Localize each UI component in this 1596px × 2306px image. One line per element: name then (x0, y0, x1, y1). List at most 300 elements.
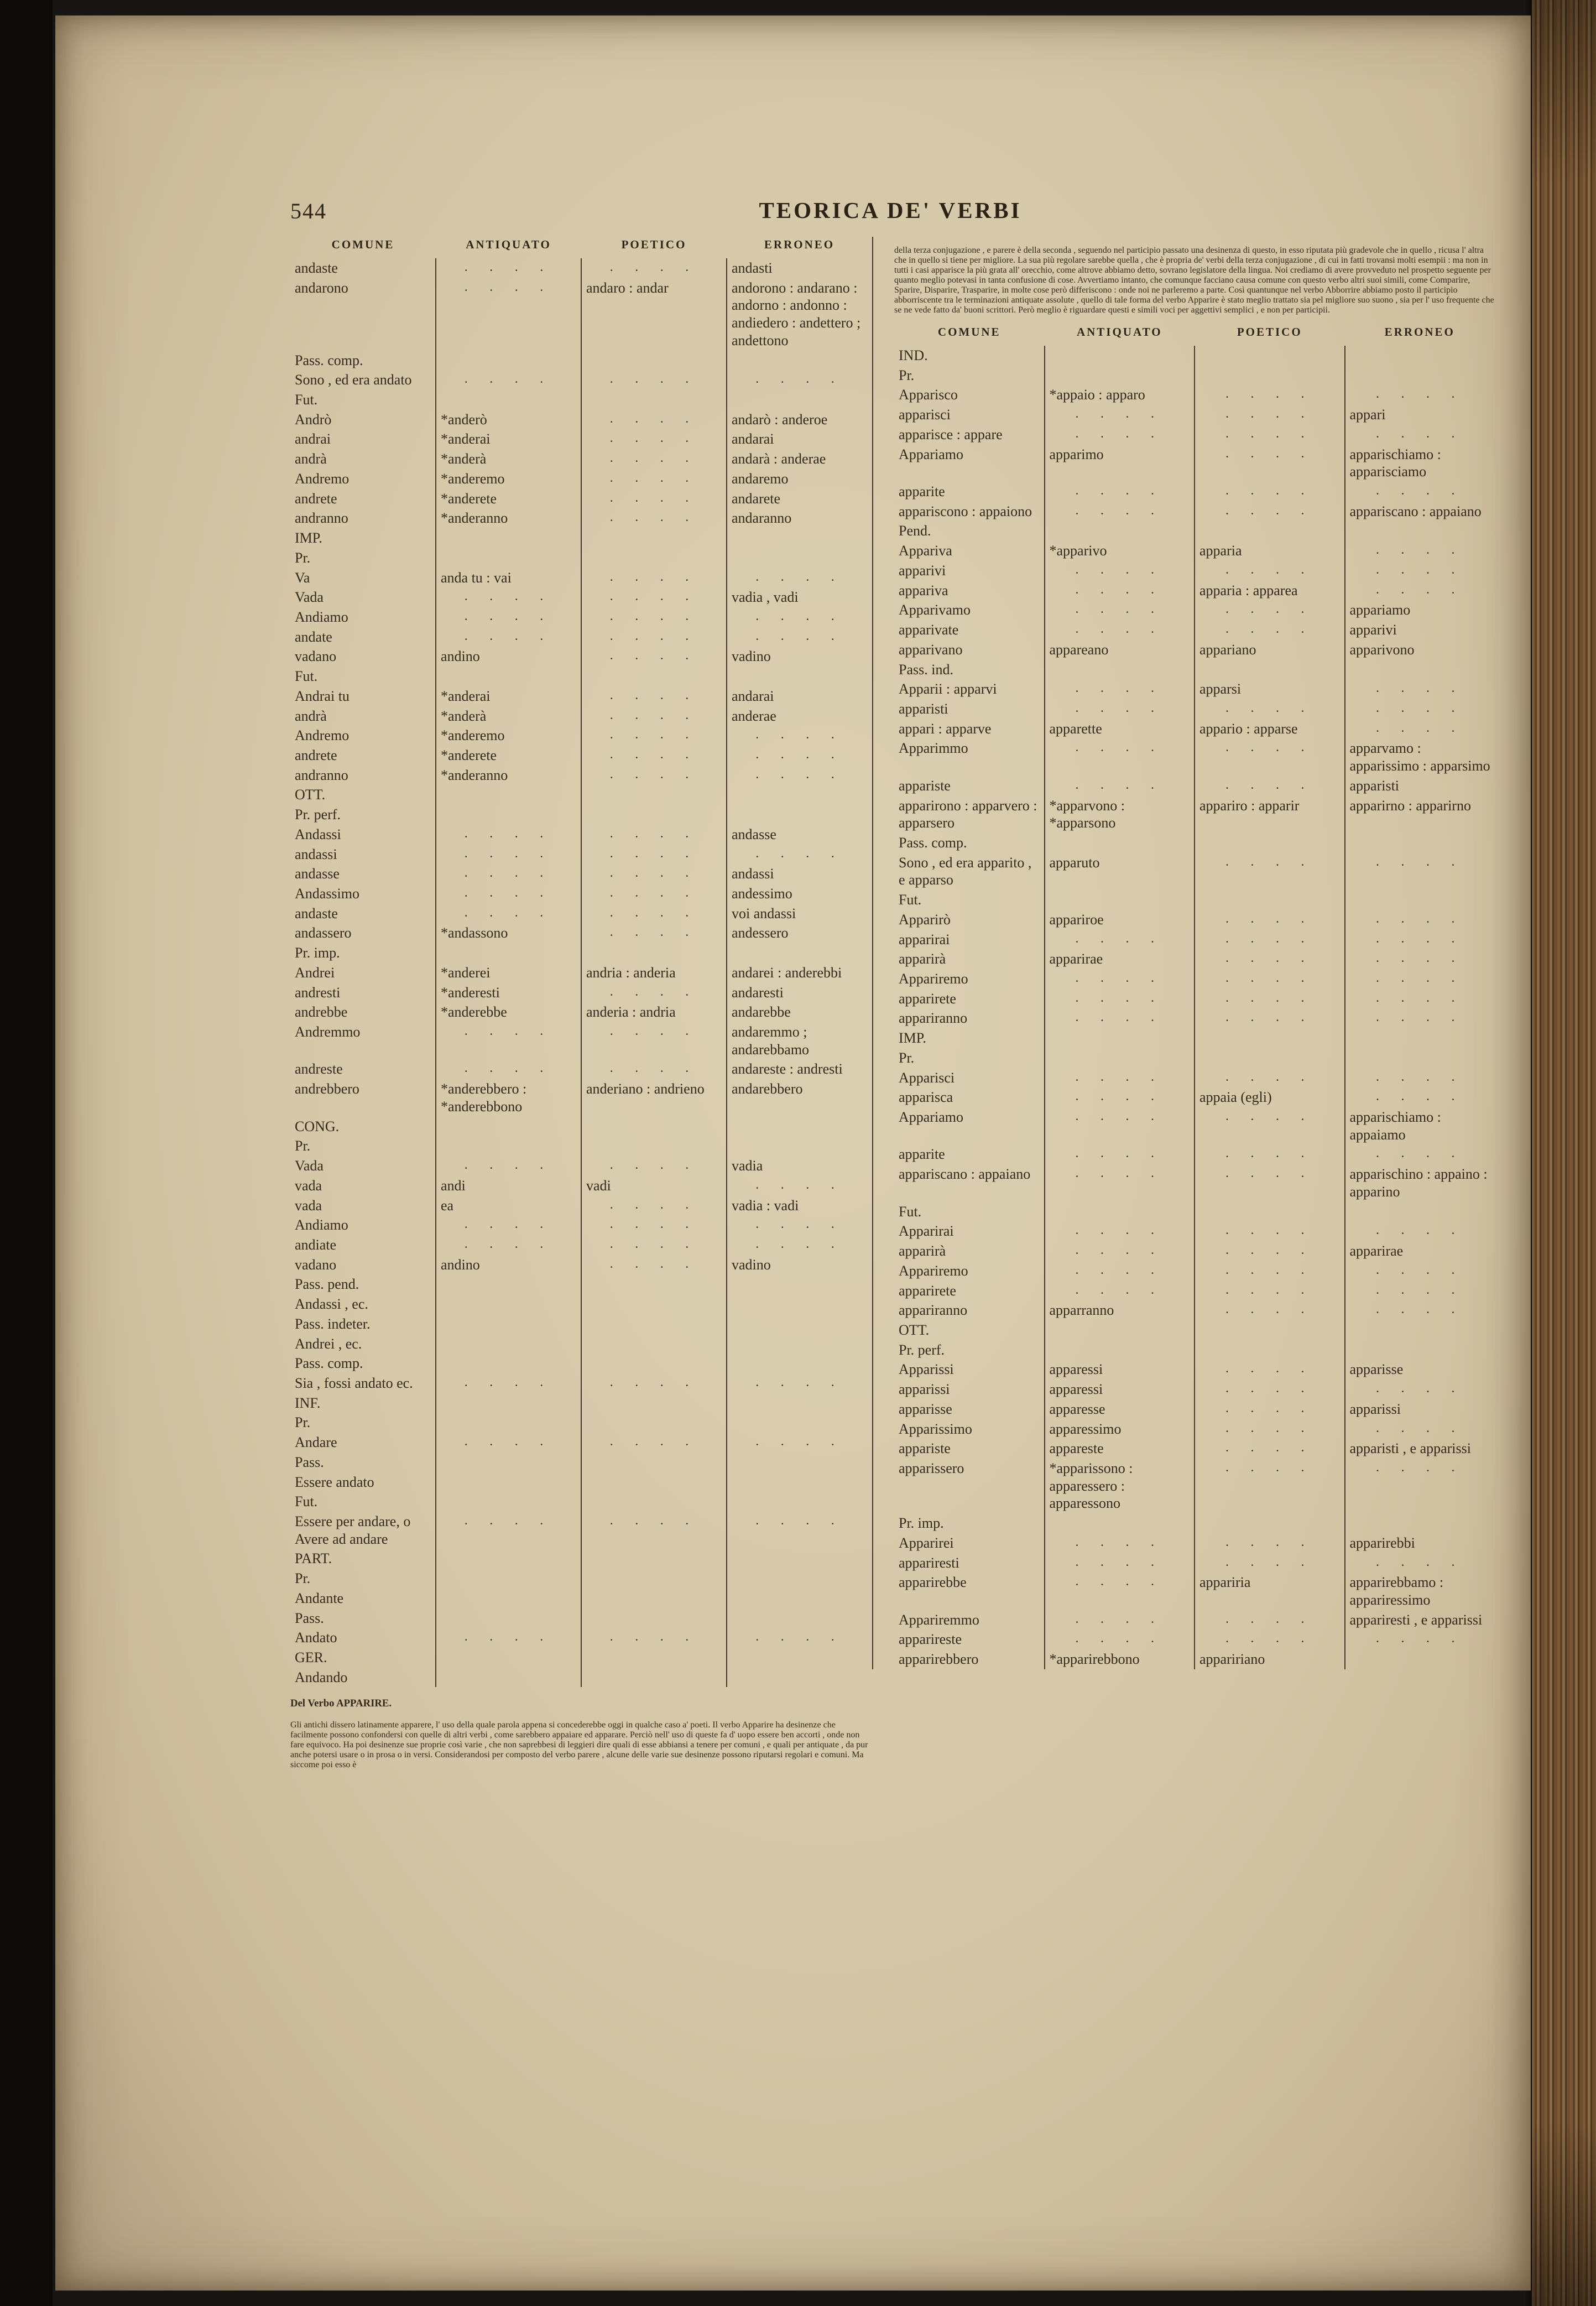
empty-dots-cell: . . . . (581, 983, 727, 1003)
section-row (290, 528, 872, 548)
empty-dots-cell: . . . . (1195, 561, 1345, 581)
empty-cell (727, 1492, 872, 1512)
empty-dots-cell: . . . . (1345, 699, 1495, 719)
empty-dots-cell: . . . . (1045, 1573, 1195, 1610)
table-row (290, 568, 872, 588)
empty-cell (581, 785, 727, 805)
table-row (894, 1107, 1495, 1144)
verb-cell: appareano (1045, 640, 1195, 660)
empty-dots-cell: . . . . (1045, 581, 1195, 601)
section-label: Pass. indeter. (295, 1315, 371, 1332)
table-row (290, 1002, 872, 1022)
empty-dots-cell: . . . . (1345, 561, 1495, 581)
empty-cell (1045, 890, 1195, 910)
empty-cell (1345, 1340, 1495, 1360)
table-row (290, 1215, 872, 1235)
empty-dots-cell: . . . . (436, 587, 581, 607)
verb-cell: apparirae (1045, 949, 1195, 969)
section-label: IND. (899, 347, 928, 363)
section-label: Fut. (295, 392, 318, 408)
conjugation-table (894, 324, 1495, 1669)
empty-dots-cell: . . . . (1345, 1068, 1495, 1088)
empty-dots-cell: . . . . (1345, 1008, 1495, 1028)
verb-cell: Appariremmo (899, 1611, 979, 1628)
empty-cell (436, 528, 581, 548)
empty-dots-cell: . . . . (1195, 1107, 1345, 1144)
empty-cell (581, 1314, 727, 1334)
empty-dots-cell: . . . . (1045, 1068, 1195, 1088)
empty-dots-cell: . . . . (436, 1628, 581, 1648)
table-row (894, 445, 1495, 482)
empty-dots-cell: . . . . (1045, 1107, 1195, 1144)
section-row (290, 1314, 872, 1334)
section-row (290, 1453, 872, 1472)
section-row (894, 1048, 1495, 1068)
verb-cell: *anderanno (436, 508, 581, 528)
empty-cell (581, 1136, 727, 1156)
table-row (290, 1255, 872, 1275)
empty-cell (727, 1609, 872, 1628)
verb-cell: andaranno (727, 508, 872, 528)
empty-cell (727, 1354, 872, 1373)
verb-cell: andareste : andresti (727, 1059, 872, 1079)
right-table-host (894, 324, 1495, 1669)
table-row (290, 410, 872, 430)
verb-cell: andrete (295, 490, 337, 507)
section-label: GER. (295, 1649, 327, 1666)
empty-dots-cell: . . . . (727, 1176, 872, 1196)
empty-cell (436, 1569, 581, 1589)
empty-cell (1195, 833, 1345, 853)
verb-cell: andarai (727, 686, 872, 706)
verb-cell: andresti (295, 984, 341, 1001)
section-row (894, 890, 1495, 910)
verb-cell: apparuto (1045, 853, 1195, 890)
column-header: POETICO (1237, 325, 1302, 339)
section-row (290, 548, 872, 568)
verb-cell: Appariamo (899, 446, 963, 462)
empty-dots-cell: . . . . (1045, 1164, 1195, 1201)
verb-cell: andaremo (727, 469, 872, 489)
empty-dots-cell: . . . . (1045, 1553, 1195, 1573)
verb-cell: apparischiamo : apparisciamo (1345, 445, 1495, 482)
empty-dots-cell: . . . . (581, 410, 727, 430)
section-label: IMP. (295, 530, 322, 546)
section-row (290, 1354, 872, 1373)
verb-cell: vada (295, 1197, 322, 1214)
verb-cell: Andrai tu (295, 688, 350, 704)
table-header-row (894, 324, 1495, 346)
empty-cell (581, 1569, 727, 1589)
table-row (894, 1610, 1495, 1630)
empty-dots-cell: . . . . (581, 884, 727, 904)
empty-cell (1045, 1513, 1195, 1533)
empty-dots-cell: . . . . (581, 587, 727, 607)
verb-cell: andaresti (727, 983, 872, 1003)
empty-dots-cell: . . . . (727, 1628, 872, 1648)
verb-cell: appariria (1195, 1573, 1345, 1610)
empty-dots-cell: . . . . (1045, 1008, 1195, 1028)
table-row (290, 746, 872, 766)
empty-cell (1045, 1202, 1195, 1222)
table-row (894, 1439, 1495, 1459)
empty-dots-cell: . . . . (1045, 405, 1195, 425)
empty-dots-cell: . . . . (1045, 1630, 1195, 1649)
conjugation-table (290, 237, 872, 1687)
section-row (290, 1117, 872, 1137)
verb-cell: Andassi , ec. (295, 1296, 368, 1313)
table-row (290, 1472, 872, 1492)
column-header: ANTIQUATO (1076, 325, 1162, 339)
verb-cell: andaremmo ; andarebbamo (727, 1022, 872, 1059)
empty-dots-cell: . . . . (1195, 502, 1345, 522)
section-label: CONG. (295, 1118, 340, 1134)
empty-cell (436, 1136, 581, 1156)
empty-dots-cell: . . . . (436, 825, 581, 845)
column-header: ERRONEO (764, 238, 835, 251)
empty-dots-cell: . . . . (1195, 385, 1345, 405)
verb-cell: andorono : andarano : andorno : andonno : andiedero : andettero ; andettono (727, 278, 872, 351)
empty-cell (436, 548, 581, 568)
empty-dots-cell: . . . . (1345, 541, 1495, 561)
empty-cell (436, 1274, 581, 1294)
section-label: Pass. (295, 1610, 324, 1626)
section-label: OTT. (899, 1321, 930, 1338)
section-label: Pend. (899, 523, 931, 539)
empty-dots-cell: . . . . (581, 508, 727, 528)
verb-cell: vadia , vadi (727, 587, 872, 607)
verb-cell: apparirete (899, 990, 956, 1007)
verb-cell: apparimo (1045, 445, 1195, 482)
empty-cell (727, 1648, 872, 1668)
empty-cell (581, 1492, 727, 1512)
section-row (894, 346, 1495, 366)
empty-dots-cell: . . . . (1345, 1261, 1495, 1281)
table-row (894, 1630, 1495, 1649)
empty-cell (581, 1609, 727, 1628)
verb-cell: andarà : anderae (727, 449, 872, 469)
verb-cell: apparisse (1345, 1360, 1495, 1380)
section-label: OTT. (295, 787, 326, 803)
empty-dots-cell: . . . . (581, 1022, 727, 1059)
empty-cell (581, 548, 727, 568)
table-row (290, 1196, 872, 1216)
verb-cell: apparesse (1045, 1399, 1195, 1419)
empty-cell (1195, 1202, 1345, 1222)
table-row (290, 627, 872, 647)
verb-cell: apparisti (1345, 776, 1495, 796)
column-header: COMUNE (331, 238, 395, 251)
empty-dots-cell: . . . . (1345, 1281, 1495, 1301)
empty-dots-cell: . . . . (436, 278, 581, 351)
verb-cell: apparivi (1345, 620, 1495, 640)
empty-dots-cell: . . . . (436, 904, 581, 924)
empty-cell (436, 1413, 581, 1433)
section-row (290, 943, 872, 963)
verb-cell: anderae (727, 706, 872, 726)
verb-cell: Apparisco (899, 387, 958, 403)
verb-cell: Sono , ed era apparito , e apparso (899, 854, 1032, 888)
empty-dots-cell: . . . . (1195, 1630, 1345, 1649)
empty-cell (1345, 833, 1495, 853)
verb-cell: appariroe (1045, 910, 1195, 930)
table-row (290, 1079, 872, 1116)
empty-cell (1345, 1202, 1495, 1222)
table-row (290, 706, 872, 726)
table-row (894, 482, 1495, 502)
verb-cell: *anderebbero : *anderebbono (436, 1079, 581, 1116)
verb-cell: appaia (egli) (1195, 1087, 1345, 1107)
empty-dots-cell: . . . . (1195, 1281, 1345, 1301)
empty-cell (727, 1549, 872, 1569)
empty-cell (1345, 1649, 1495, 1669)
table-row (894, 1164, 1495, 1201)
section-row (894, 1513, 1495, 1533)
section-label: Pass. comp. (295, 1355, 363, 1372)
empty-dots-cell: . . . . (1195, 1360, 1345, 1380)
verb-cell: andarò : anderoe (727, 410, 872, 430)
verb-cell: Sono , ed era andato (295, 372, 412, 388)
empty-dots-cell: . . . . (727, 845, 872, 865)
verb-cell: *anderò (436, 410, 581, 430)
empty-dots-cell: . . . . (1045, 1241, 1195, 1261)
empty-dots-cell: . . . . (1345, 853, 1495, 890)
empty-dots-cell: . . . . (1195, 1439, 1345, 1459)
empty-cell (1345, 346, 1495, 366)
verb-cell: andassero (295, 925, 352, 941)
table-row (894, 949, 1495, 969)
section-row (290, 351, 872, 371)
empty-cell (581, 1648, 727, 1668)
verb-cell: Apparissimo (899, 1420, 972, 1437)
verb-cell: andrete (295, 747, 337, 763)
verb-cell: *apparirebbono (1045, 1649, 1195, 1669)
empty-dots-cell: . . . . (1195, 1221, 1345, 1241)
table-row (894, 385, 1495, 405)
section-label: Pass. comp. (295, 352, 363, 368)
empty-dots-cell: . . . . (581, 1235, 727, 1255)
table-row (894, 776, 1495, 796)
verb-cell: *appaio : apparo (1045, 385, 1195, 405)
empty-cell (581, 1668, 727, 1688)
verb-cell: andranno (295, 510, 348, 527)
empty-cell (727, 1453, 872, 1472)
empty-dots-cell: . . . . (581, 1255, 727, 1275)
table-row (290, 766, 872, 785)
empty-dots-cell: . . . . (1345, 1221, 1495, 1241)
table-row (290, 1628, 872, 1648)
empty-dots-cell: . . . . (436, 884, 581, 904)
empty-dots-cell: . . . . (1195, 1241, 1345, 1261)
empty-cell (1045, 346, 1195, 366)
verb-cell: appariscano : appaiano (899, 1166, 1031, 1183)
column-header: ERRONEO (1384, 325, 1455, 339)
section-label: Pr. (899, 367, 915, 383)
table-row (290, 469, 872, 489)
empty-dots-cell: . . . . (727, 627, 872, 647)
verb-cell: apparireste (899, 1631, 962, 1648)
empty-cell (727, 1314, 872, 1334)
verb-cell: apparivano (899, 641, 963, 658)
verb-cell: *anderete (436, 746, 581, 766)
empty-cell (1045, 833, 1195, 853)
table-row (894, 1221, 1495, 1241)
empty-dots-cell: . . . . (1195, 1419, 1345, 1439)
verb-cell: *anderanno (436, 766, 581, 785)
empty-cell (581, 1413, 727, 1433)
table-row (290, 845, 872, 865)
verb-cell: apparirà (899, 951, 946, 967)
section-row (894, 521, 1495, 541)
empty-dots-cell: . . . . (1195, 949, 1345, 969)
verb-cell: andasse (727, 825, 872, 845)
empty-dots-cell: . . . . (1195, 1068, 1345, 1088)
empty-dots-cell: . . . . (727, 1373, 872, 1393)
table-row (290, 923, 872, 943)
empty-dots-cell: . . . . (1345, 930, 1495, 950)
verb-cell: Andassimo (295, 886, 359, 902)
empty-dots-cell: . . . . (727, 1433, 872, 1453)
verb-cell: Essere andato (295, 1474, 374, 1490)
empty-dots-cell: . . . . (581, 449, 727, 469)
empty-dots-cell: . . . . (581, 706, 727, 726)
empty-dots-cell: . . . . (727, 766, 872, 785)
empty-dots-cell: . . . . (727, 568, 872, 588)
verb-cell: apparirai (899, 931, 950, 948)
verb-cell: appariranno (899, 1010, 968, 1027)
empty-cell (581, 1393, 727, 1413)
empty-dots-cell: . . . . (1195, 853, 1345, 890)
table-row (894, 640, 1495, 660)
table-row (894, 1144, 1495, 1164)
empty-dots-cell: . . . . (581, 647, 727, 667)
section-label: Pass. pend. (295, 1276, 359, 1293)
empty-cell (727, 528, 872, 548)
empty-cell (581, 1549, 727, 1569)
section-label: IMP. (899, 1030, 926, 1047)
verb-cell: vada (295, 1177, 322, 1194)
table-row (894, 1419, 1495, 1439)
table-row (894, 738, 1495, 775)
table-row (894, 1261, 1495, 1281)
verb-cell: vadano (295, 1256, 337, 1273)
empty-cell (436, 1589, 581, 1609)
empty-dots-cell: . . . . (1345, 425, 1495, 445)
empty-cell (436, 1609, 581, 1628)
table-row (290, 449, 872, 469)
empty-dots-cell: . . . . (1345, 385, 1495, 405)
verb-cell: apparisti , e apparissi (1345, 1439, 1495, 1459)
table-row (894, 1399, 1495, 1419)
empty-dots-cell: . . . . (436, 1433, 581, 1453)
section-row (894, 1202, 1495, 1222)
verb-cell: apparirete (899, 1282, 956, 1299)
empty-cell (727, 1334, 872, 1354)
section-label: Pr. (899, 1049, 915, 1066)
empty-dots-cell: . . . . (1045, 1221, 1195, 1241)
empty-dots-cell: . . . . (1195, 1008, 1345, 1028)
empty-cell (727, 1136, 872, 1156)
empty-cell (1195, 1320, 1345, 1340)
verb-cell: apparessi (1045, 1380, 1195, 1399)
empty-dots-cell: . . . . (1195, 910, 1345, 930)
section-label: Pass. (295, 1454, 324, 1470)
empty-dots-cell: . . . . (1195, 445, 1345, 482)
empty-dots-cell: . . . . (1045, 776, 1195, 796)
empty-dots-cell: . . . . (1045, 679, 1195, 699)
empty-dots-cell: . . . . (581, 258, 727, 278)
verb-cell: apparite (899, 1146, 945, 1163)
empty-cell (727, 805, 872, 825)
table-row (290, 370, 872, 390)
empty-cell (1045, 366, 1195, 386)
verb-cell: vadino (727, 647, 872, 667)
verb-cell: Sia , fossi andato ec. (295, 1375, 413, 1391)
empty-cell (436, 390, 581, 410)
verb-cell: Andrei (295, 964, 335, 981)
table-row (290, 1334, 872, 1354)
empty-dots-cell: . . . . (581, 1512, 727, 1549)
verb-cell: apparissi (899, 1381, 950, 1398)
table-row (894, 1360, 1495, 1380)
empty-dots-cell: . . . . (727, 1215, 872, 1235)
verb-cell: andria : anderia (581, 963, 727, 983)
empty-dots-cell: . . . . (1345, 1630, 1495, 1649)
empty-dots-cell: . . . . (1195, 699, 1345, 719)
empty-dots-cell: . . . . (581, 825, 727, 845)
empty-cell (581, 805, 727, 825)
verb-cell: apparirebbamo : appariressimo (1345, 1573, 1495, 1610)
empty-dots-cell: . . . . (727, 1512, 872, 1549)
verb-cell: apparirebbe (899, 1574, 967, 1591)
table-row (894, 796, 1495, 833)
empty-cell (1345, 1320, 1495, 1340)
empty-dots-cell: . . . . (1195, 1144, 1345, 1164)
empty-dots-cell: . . . . (1045, 561, 1195, 581)
left-paragraph: Gli antichi dissero latinamente apparere, l' uso della quale parola appena si concederebbe oggi in qualche caso a' poeti. Il verbo Apparire ha desinenze che facilmente possono confondersi con quelle di altri verbi , come sarebbero appaiare ed apparare. Perciò nell' uso di queste fa d' uopo essere ben accorti , onde non fare equivoco. Ha poi desinenze sue proprie così varie , che non saprebbesi di leggieri dire quali di esse abbiansi a tenere per comuni , e quali per antiquate , da pur anche potersi usare o in prosa o in versi. Considerandosi per composto del verbo parere , alcune delle varie sue desinenze possono riputarsi regolari e comuni. Ma siccome poi esso è (290, 1720, 868, 1769)
table-row (290, 825, 872, 845)
section-row (894, 660, 1495, 680)
empty-dots-cell: . . . . (581, 1373, 727, 1393)
table-row (894, 679, 1495, 699)
table-row (894, 1008, 1495, 1028)
empty-dots-cell: . . . . (581, 1628, 727, 1648)
verb-cell: andrebbero (295, 1081, 359, 1097)
empty-dots-cell: . . . . (581, 1156, 727, 1176)
verb-cell: apparessi (1045, 1360, 1195, 1380)
empty-dots-cell: . . . . (581, 923, 727, 943)
empty-dots-cell: . . . . (581, 469, 727, 489)
empty-dots-cell: . . . . (436, 1022, 581, 1059)
verb-cell: appaririano (1195, 1649, 1345, 1669)
empty-cell (727, 1589, 872, 1609)
empty-cell (436, 1492, 581, 1512)
empty-dots-cell: . . . . (1195, 1300, 1345, 1320)
table-row (894, 910, 1495, 930)
empty-cell (581, 667, 727, 686)
verb-cell: apparia : apparea (1195, 581, 1345, 601)
empty-cell (581, 1294, 727, 1314)
empty-dots-cell: . . . . (1345, 719, 1495, 739)
section-row (290, 1569, 872, 1589)
section-label: Pass. comp. (899, 834, 967, 851)
empty-dots-cell: . . . . (581, 607, 727, 627)
verb-cell: andarebbe (727, 1002, 872, 1022)
right-paragraph: della terza conjugazione , e parere è della seconda , seguendo nel participio passato una desinenza di questo, in esso riputata più gradevole che in quello , ricusa l' altra che in quello si tiene per migliore. La sua più regolare sarebbe quella , che è propria de' verbi della terza conjugazione , di cui in fatti trovansi molti esempii : ma non in tutti i casi apparisce la più grata all' orecchio, come altrove abbiamo detto, sovrano legislatore della lingua. Noi crediamo di avere provveduto nel prospetto seguente per quanto meglio potevasi in tanta confusione di cose. Avvertiamo intanto, che comunque facciano causa comune con questo verbo altri suoi simili, come Comparire, Sparire, Disparire, Trasparire, in molte cose però differiscono : onde noi ne parleremo a parte. Così quantunque nel verbo Abborrire abbiamo posto il participio abborriscente tra le terminazioni antiquate assolute , quello di tale forma del verbo Apparire è stato meglio trattato sia pel migliore suo suono , sia per l' uso frequente che se ne vede fatto da' buoni scrittori. Però meglio è riguardare questi e simili voci per aggettivi semplici , e non per participii. (894, 246, 1494, 315)
empty-cell (436, 1294, 581, 1314)
empty-dots-cell: . . . . (1195, 620, 1345, 640)
empty-cell (1195, 890, 1345, 910)
